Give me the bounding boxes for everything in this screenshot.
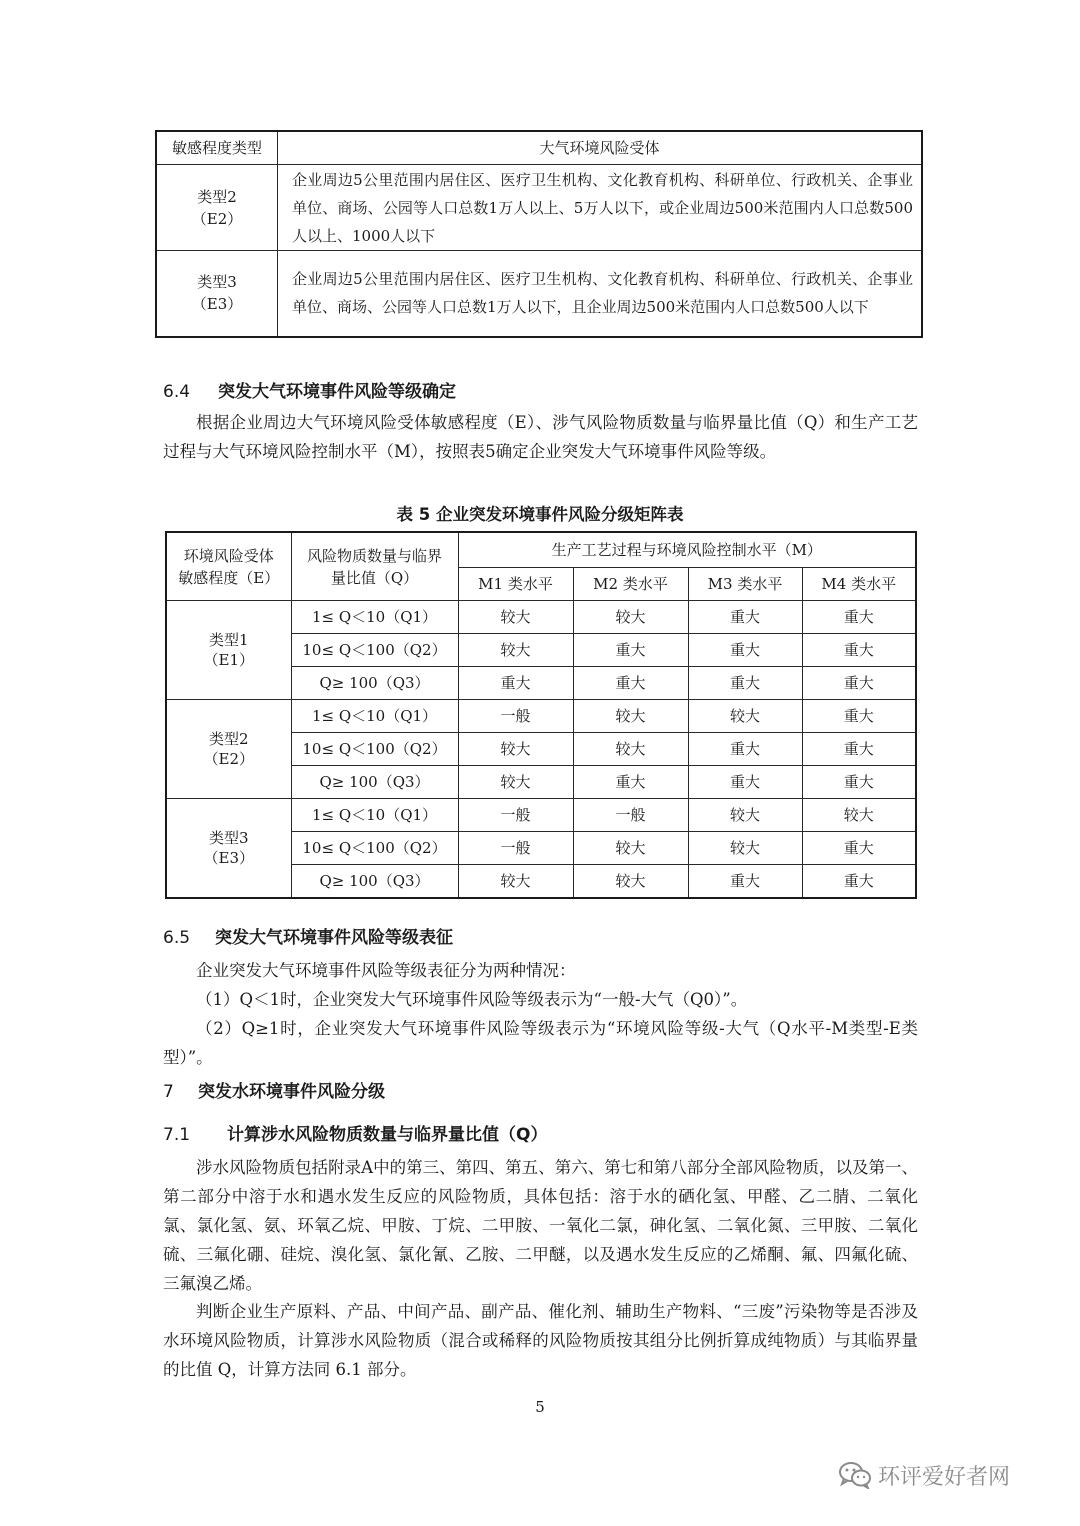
quantity-ratio-cell: 10≤ Q＜100（Q2） — [291, 634, 458, 667]
risk-level-cell: 重大 — [688, 766, 802, 799]
section-number: 7 — [163, 1082, 174, 1102]
risk-level-cell: 重大 — [802, 634, 916, 667]
table-row — [156, 165, 922, 251]
risk-level-cell: 重大 — [458, 667, 573, 700]
table-header-row — [166, 532, 916, 568]
list-item: （2）Q≥1时，企业突发大气环境事件风险等级表示为“环境风险等级-大气（Q水平-M类型-E类型）”。 — [163, 1019, 918, 1067]
risk-level-cell: 较大 — [573, 865, 688, 899]
risk-level-cell: 一般 — [458, 799, 573, 832]
section-title: 突发大气环境事件风险等级确定 — [218, 382, 456, 402]
sensitivity-type-cell — [156, 165, 278, 251]
paragraph: 涉水风险物质包括附录A中的第三、第四、第五、第六、第七和第八部分全部风险物质，以及第一、第二部分中溶于水和遇水发生反应的风险物质，具体包括：溶于水的硒化氢、甲醛、乙二腈、二氧化氯、氯化氢、氨、环氧乙烷、甲胺、丁烷、二甲胺、一氧化二氯，砷化氢、二氧化氮、三甲胺、二氧化硫、三氟化硼、硅烷、溴化氢、氯化氰、乙胺、二甲醚，以及遇水发生反应的乙烯酮、氟、四氟化硫、三氟溴乙烯。 — [163, 1158, 918, 1293]
header-receptor-sensitivity: 环境风险受体敏感程度（E） — [166, 532, 291, 601]
type-label: 类型3 — [197, 273, 237, 292]
table-header-row — [156, 131, 922, 165]
risk-level-cell: 重大 — [688, 865, 802, 899]
type-code: （E3） — [203, 849, 254, 867]
risk-level-cell: 重大 — [802, 766, 916, 799]
paragraph: 判断企业生产原料、产品、中间产品、副产品、催化剂、辅助生产物料、“三废”污染物等是否涉及水环境风险物质，计算涉水风险物质（混合或稀释的风险物质按其组分比例折算成纯物质）与其临界量的比值 Q，计算方法同 6.1 部分。 — [163, 1302, 918, 1379]
section-number: 6.4 — [163, 382, 191, 402]
risk-level-cell: 较大 — [458, 865, 573, 899]
list-item: （1）Q＜1时，企业突发大气环境事件风险等级表示为“一般-大气（Q0）”。 — [196, 990, 748, 1009]
wechat-icon — [838, 1461, 872, 1489]
risk-level-cell: 重大 — [573, 667, 688, 700]
risk-level-cell: 重大 — [688, 733, 802, 766]
section-number: 6.5 — [163, 928, 191, 948]
receptor-type-cell — [166, 700, 291, 799]
type-label: 类型2 — [208, 730, 249, 748]
risk-level-cell: 较大 — [688, 700, 802, 733]
type-label: 类型3 — [208, 829, 249, 847]
risk-level-cell: 一般 — [458, 832, 573, 865]
risk-level-cell: 较大 — [573, 601, 688, 634]
risk-level-cell: 重大 — [573, 634, 688, 667]
risk-level-cell: 重大 — [802, 667, 916, 700]
type-label: 类型1 — [208, 631, 249, 649]
risk-level-cell: 一般 — [458, 700, 573, 733]
section-title: 突发水环境事件风险分级 — [198, 1082, 385, 1102]
quantity-ratio-cell: 10≤ Q＜100（Q2） — [291, 832, 458, 865]
paragraph: 企业突发大气环境事件风险等级表征分为两种情况： — [196, 961, 576, 980]
table-row — [166, 700, 916, 733]
quantity-ratio-cell: 10≤ Q＜100（Q2） — [291, 733, 458, 766]
risk-level-cell: 较大 — [688, 799, 802, 832]
risk-level-cell: 较大 — [573, 832, 688, 865]
risk-level-cell: 较大 — [688, 832, 802, 865]
table-row — [166, 799, 916, 832]
section-heading-7 — [163, 1077, 385, 1102]
receptor-type-cell — [166, 799, 291, 899]
quantity-ratio-cell: 1≤ Q＜10（Q1） — [291, 601, 458, 634]
risk-level-cell: 重大 — [802, 733, 916, 766]
risk-level-cell: 重大 — [688, 634, 802, 667]
risk-level-cell: 重大 — [802, 601, 916, 634]
risk-level-cell: 重大 — [688, 667, 802, 700]
header-receptor: 大气环境风险受体 — [278, 131, 923, 165]
type-label: 类型2 — [197, 187, 237, 206]
risk-level-cell: 重大 — [688, 601, 802, 634]
quantity-ratio-cell: 1≤ Q＜10（Q1） — [291, 700, 458, 733]
risk-level-cell: 重大 — [802, 700, 916, 733]
header-sensitivity-type: 敏感程度类型 — [156, 131, 278, 165]
quantity-ratio-cell: Q≥ 100（Q3） — [291, 865, 458, 899]
type-code: （E3） — [191, 295, 243, 314]
type-code: （E2） — [191, 209, 243, 228]
risk-level-cell: 重大 — [802, 832, 916, 865]
risk-grading-matrix-table — [165, 531, 917, 899]
header-control-level: 生产工艺过程与环境风险控制水平（M） — [458, 532, 916, 568]
section-title: 计算涉水风险物质数量与临界量比值（Q） — [227, 1125, 548, 1145]
section-heading-6-4 — [163, 377, 456, 402]
section-number: 7.1 — [163, 1125, 191, 1145]
table-row — [166, 601, 916, 634]
watermark — [838, 1460, 1010, 1490]
header-m1: M1 类水平 — [458, 568, 573, 601]
paragraph: 根据企业周边大气环境风险受体敏感程度（E）、涉气风险物质数量与临界量比值（Q）和生产工艺过程与大气环境风险控制水平（M），按照表5确定企业突发大气环境事件风险等级。 — [163, 413, 918, 461]
receptor-sensitivity-table — [155, 130, 923, 338]
type-code: （E1） — [203, 651, 254, 669]
risk-level-cell: 较大 — [573, 733, 688, 766]
table-row — [156, 251, 922, 337]
risk-level-cell: 较大 — [458, 601, 573, 634]
header-quantity-ratio: 风险物质数量与临界量比值（Q） — [291, 532, 458, 601]
risk-level-cell: 较大 — [573, 700, 688, 733]
quantity-ratio-cell: Q≥ 100（Q3） — [291, 667, 458, 700]
watermark-text: 环评爱好者网 — [878, 1464, 1011, 1490]
receptor-type-cell — [166, 601, 291, 700]
header-m2: M2 类水平 — [573, 568, 688, 601]
risk-level-cell: 重大 — [802, 865, 916, 899]
risk-level-cell: 较大 — [458, 733, 573, 766]
risk-level-cell: 一般 — [573, 799, 688, 832]
receptor-description: 企业周边5公里范围内居住区、医疗卫生机构、文化教育机构、科研单位、行政机关、企事业单位、商场、公园等人口总数1万人以下，且企业周边500米范围内人口总数500人以下 — [278, 251, 923, 337]
header-m4: M4 类水平 — [802, 568, 916, 601]
section-title: 突发大气环境事件风险等级表征 — [215, 928, 453, 948]
risk-level-cell: 较大 — [458, 634, 573, 667]
receptor-description: 企业周边5公里范围内居住区、医疗卫生机构、文化教育机构、科研单位、行政机关、企事业单位、商场、公园等人口总数1万人以上、5万人以下，或企业周边500米范围内人口总数500人以上、1000人以下 — [278, 165, 923, 251]
risk-level-cell: 较大 — [802, 799, 916, 832]
type-code: （E2） — [203, 750, 254, 768]
quantity-ratio-cell: 1≤ Q＜10（Q1） — [291, 799, 458, 832]
sensitivity-type-cell — [156, 251, 278, 337]
page-number: 5 — [535, 1398, 545, 1416]
section-heading-7-1 — [163, 1120, 547, 1145]
section-heading-6-5 — [163, 923, 453, 948]
risk-level-cell: 较大 — [458, 766, 573, 799]
quantity-ratio-cell: Q≥ 100（Q3） — [291, 766, 458, 799]
risk-level-cell: 重大 — [573, 766, 688, 799]
table-caption: 表 5 企业突发环境事件风险分级矩阵表 — [396, 505, 684, 524]
header-m3: M3 类水平 — [688, 568, 802, 601]
